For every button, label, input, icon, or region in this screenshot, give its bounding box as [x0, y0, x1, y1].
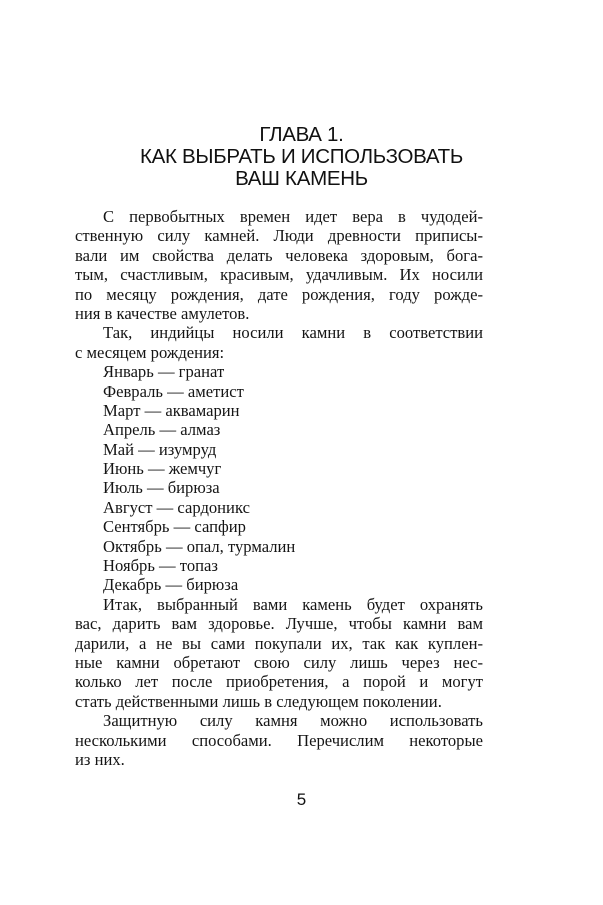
list-item: Июль — бирюза	[103, 478, 220, 498]
text-line: колько лет после приобретения, а порой и могут	[75, 672, 483, 692]
text-line: вали им свойства делать человека здоровым, бога-	[75, 245, 483, 265]
text-line: несколькими способами. Перечислим некоторые	[75, 730, 483, 750]
text-line: Итак, выбранный вами камень будет охранять	[103, 594, 483, 614]
list-item: Декабрь — бирюза	[103, 575, 239, 595]
list-item: Ноябрь — топаз	[103, 556, 218, 576]
list-item: Сентябрь — сапфир	[103, 517, 246, 537]
chapter-title-line-1: ГЛАВА 1.	[259, 123, 344, 146]
list-item: Февраль — аметист	[103, 381, 244, 401]
text-line: из них.	[75, 749, 125, 769]
body-text	[75, 207, 483, 769]
page-number: 5	[296, 790, 307, 809]
text-line: ственную силу камней. Люди древности приписы-	[75, 226, 483, 246]
text-line: стать действенными лишь в следующем поколении.	[75, 691, 442, 711]
text-line: тым, счастливым, красивым, удачливым. Их носили	[75, 265, 483, 285]
chapter-title-line-3: ВАШ КАМЕНЬ	[235, 167, 368, 190]
text-line: дарили, а не вы сами покупали их, так как куплен-	[75, 633, 483, 653]
text-line: по месяцу рождения, дате рождения, году рожде-	[75, 284, 483, 304]
text-line: Защитную силу камня можно использовать	[103, 711, 483, 731]
list-item: Август — сардоникс	[103, 497, 250, 517]
text-line: ные камни обретают свою силу лишь через нес-	[75, 652, 483, 672]
chapter-title-line-2: КАК ВЫБРАТЬ И ИСПОЛЬЗОВАТЬ	[139, 145, 463, 168]
list-item: Май — изумруд	[103, 439, 217, 459]
text-line: Так, индийцы носили камни в соответствии	[103, 323, 483, 343]
chapter-title	[0, 124, 603, 190]
text-line: С первобытных времен идет вера в чудодей-	[103, 207, 483, 226]
text-line: ния в качестве амулетов.	[75, 303, 250, 323]
list-item: Апрель — алмаз	[103, 420, 221, 440]
list-item: Октябрь — опал, турмалин	[103, 536, 296, 556]
text-line: вас, дарить вам здоровье. Лучше, чтобы камни вам	[75, 614, 483, 634]
list-item: Март — аквамарин	[103, 400, 240, 420]
list-item: Июнь — жемчуг	[103, 459, 222, 479]
list-item: Январь — гранат	[103, 362, 225, 382]
text-line: с месяцем рождения:	[75, 342, 225, 362]
